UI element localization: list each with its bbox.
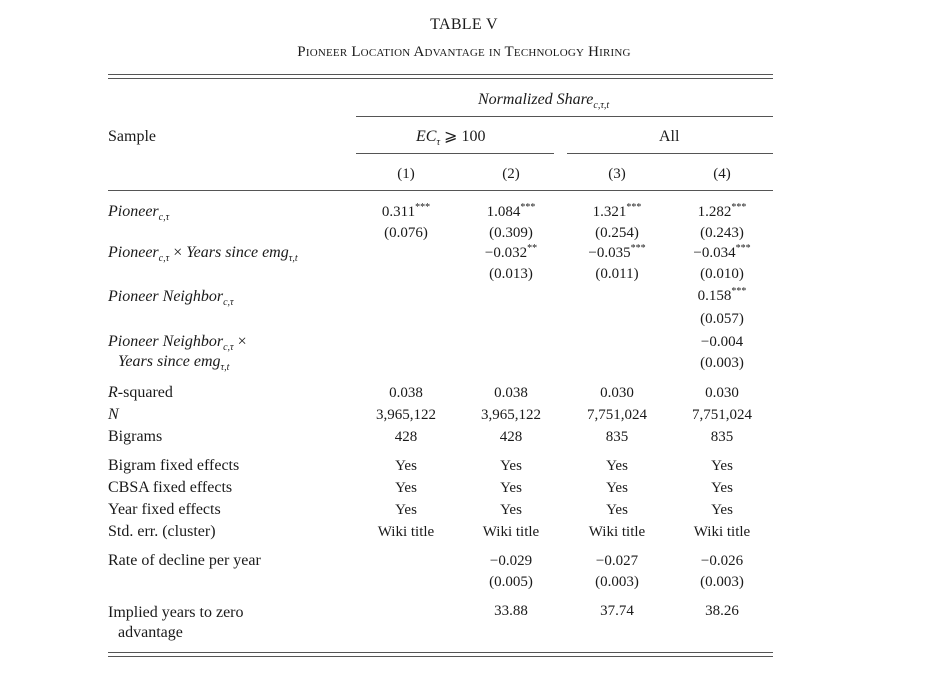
bigram-fe-4: Yes	[711, 458, 733, 474]
coef-pioneer-x-years-3: −0.035***	[588, 243, 646, 261]
n-2: 3,965,122	[481, 407, 541, 423]
header-rule	[108, 190, 773, 191]
row-label-cbsa-fe: CBSA fixed effects	[108, 479, 233, 496]
coef-pioneer-2: 1.084***	[486, 202, 536, 220]
r-squared-3: 0.030	[600, 385, 634, 401]
rate-decline-se-3: (0.003)	[595, 574, 639, 590]
rate-decline-3: −0.027	[595, 553, 639, 569]
row-label-pioneer: Pioneer$_{c,\tau}$	[108, 203, 170, 224]
bigram-fe-1: Yes	[395, 458, 417, 474]
column-header-1: (1)	[397, 166, 415, 182]
top-rule	[108, 74, 773, 75]
coef-pioneer-4: 1.282***	[697, 202, 747, 220]
r-squared-4: 0.030	[705, 385, 739, 401]
implied-years-3: 37.74	[600, 603, 634, 619]
bottom-rule	[108, 652, 773, 653]
column-header-4: (4)	[713, 166, 731, 182]
rate-decline-4: −0.026	[700, 553, 744, 569]
rate-decline-2: −0.029	[489, 553, 533, 569]
column-header-3: (3)	[608, 166, 626, 182]
row-label-pioneer-neighbor-x-years: Pioneer Neighbor$_{c,\tau}$ ×	[108, 333, 247, 354]
se-pioneer-x-years-4: (0.010)	[700, 266, 744, 282]
se-pioneer-4: (0.243)	[700, 225, 744, 241]
row-label-implied-years: Implied years to zero	[108, 604, 244, 621]
se-pioneer-2: (0.309)	[489, 225, 533, 241]
year-fe-3: Yes	[606, 502, 628, 518]
n-3: 7,751,024	[587, 407, 647, 423]
se-pioneer-neighbor-4: (0.057)	[700, 311, 744, 327]
r-squared-1: 0.038	[389, 385, 423, 401]
bigram-fe-3: Yes	[606, 458, 628, 474]
rate-decline-se-4: (0.003)	[700, 574, 744, 590]
group-ec-rule	[356, 153, 554, 154]
table-title: TABLE V	[430, 16, 498, 33]
n-1: 3,965,122	[376, 407, 436, 423]
std-err-3: Wiki title	[588, 524, 646, 540]
row-label-bigrams: Bigrams	[108, 428, 163, 445]
cbsa-fe-1: Yes	[395, 480, 417, 496]
coef-pioneer-neighbor-4: 0.158***	[697, 286, 747, 304]
row-label-implied-years-line2: advantage	[118, 624, 183, 641]
dependent-variable-rule	[356, 116, 773, 117]
row-label-year-fe: Year fixed effects	[108, 501, 221, 518]
cbsa-fe-4: Yes	[711, 480, 733, 496]
group-all-header: All	[659, 128, 680, 145]
bigrams-2: 428	[499, 429, 523, 445]
year-fe-4: Yes	[711, 502, 733, 518]
bigrams-1: 428	[394, 429, 418, 445]
row-label-r-squared: R-squared	[108, 384, 173, 401]
se-pioneer-x-years-2: (0.013)	[489, 266, 533, 282]
bottom-rule-2	[108, 656, 773, 657]
coef-pioneer-x-years-2: −0.032**	[484, 243, 538, 261]
row-label-pioneer-x-years: Pioneer$_{c,\tau}$ × Years since emg$_{\tau,t}$	[108, 244, 298, 265]
se-pioneer-neighbor-x-years-4: (0.003)	[700, 355, 744, 371]
year-fe-2: Yes	[500, 502, 522, 518]
std-err-2: Wiki title	[482, 524, 540, 540]
rate-decline-se-2: (0.005)	[489, 574, 533, 590]
n-4: 7,751,024	[692, 407, 752, 423]
bigrams-4: 835	[710, 429, 734, 445]
bigrams-3: 835	[605, 429, 629, 445]
group-all-rule	[567, 153, 773, 154]
row-label-pioneer-neighbor-x-years-line2: Years since emg$_{\tau,t}$	[118, 353, 230, 374]
row-label-bigram-fe: Bigram fixed effects	[108, 457, 240, 474]
column-header-2: (2)	[502, 166, 520, 182]
coef-pioneer-neighbor-x-years-4: −0.004	[700, 334, 744, 350]
top-rule-2	[108, 78, 773, 79]
implied-years-2: 33.88	[494, 603, 528, 619]
coef-pioneer-1: 0.311***	[381, 202, 431, 220]
table-subtitle: Pioneer Location Advantage in Technology Hiring	[297, 44, 631, 60]
cbsa-fe-2: Yes	[500, 480, 522, 496]
row-label-rate-decline: Rate of decline per year	[108, 552, 261, 569]
se-pioneer-3: (0.254)	[595, 225, 639, 241]
dependent-variable-header: Normalized Share$_{c,\tau,t}$	[478, 91, 610, 112]
se-pioneer-1: (0.076)	[384, 225, 428, 241]
row-label-std-err: Std. err. (cluster)	[108, 523, 216, 540]
std-err-4: Wiki title	[693, 524, 751, 540]
se-pioneer-x-years-3: (0.011)	[595, 266, 639, 282]
coef-pioneer-x-years-4: −0.034***	[693, 243, 751, 261]
r-squared-2: 0.038	[494, 385, 528, 401]
coef-pioneer-3: 1.321***	[592, 202, 642, 220]
row-label-pioneer-neighbor: Pioneer Neighbor$_{c,\tau}$	[108, 288, 234, 309]
sample-label: Sample	[108, 128, 156, 145]
year-fe-1: Yes	[395, 502, 417, 518]
bigram-fe-2: Yes	[500, 458, 522, 474]
cbsa-fe-3: Yes	[606, 480, 628, 496]
row-label-n: N	[108, 406, 119, 423]
std-err-1: Wiki title	[377, 524, 435, 540]
group-ec-header: $EC_\tau$ ⩾ 100	[416, 128, 486, 149]
implied-years-4: 38.26	[705, 603, 739, 619]
